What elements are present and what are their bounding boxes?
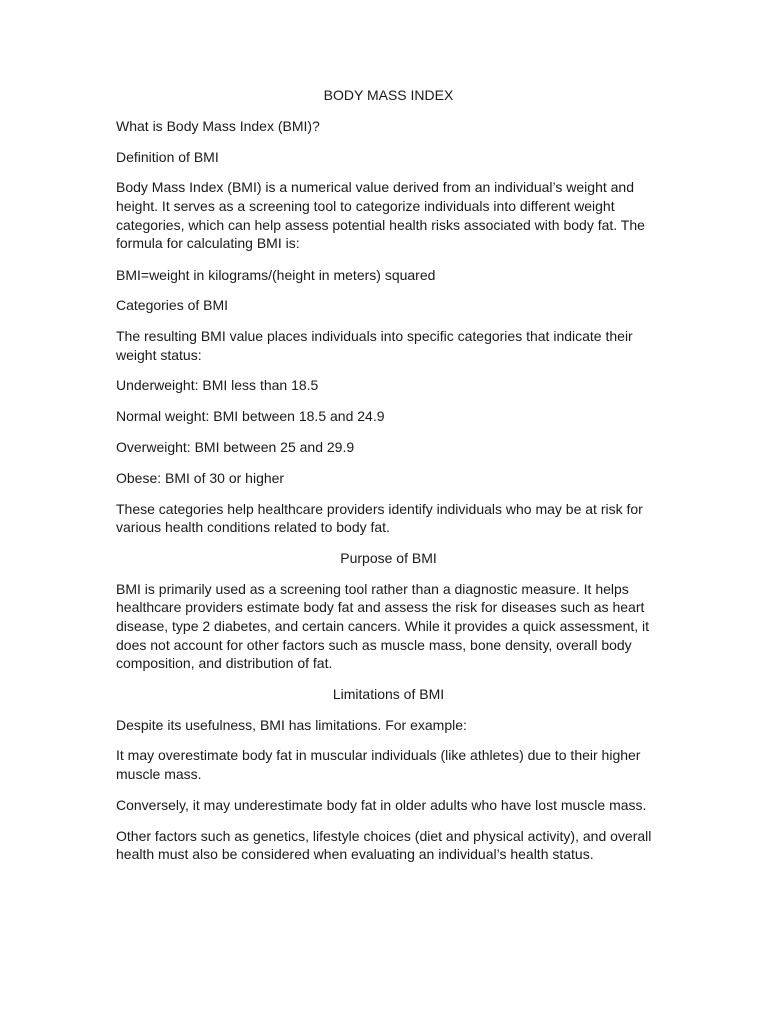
purpose-paragraph: BMI is primarily used as a screening tool rather than a diagnostic measure. It helps healthcare providers estimate body fat and assess the risk for diseases such as heart disease, type 2 diabetes, and certain cancers. While it provides a quick assessment, it does not account for other factors such as muscle mass, bone density, overall body composition, and distribution of fat. [116, 580, 650, 672]
definition-paragraph: Body Mass Index (BMI) is a numerical value derived from an individual’s weight and height. It serves as a screening tool to categorize individuals into different weight categories, which can help assess potential health risks associated with body fat. The formula for calculating BMI is: [116, 179, 645, 252]
category-item-overweight: Overweight: BMI between 25 and 29.9 [116, 439, 355, 456]
document-body [116, 86, 661, 876]
category-item-obese: Obese: BMI of 30 or higher [116, 469, 285, 486]
definition-heading: Definition of BMI [116, 148, 219, 165]
document-title: BODY MASS INDEX [323, 87, 454, 103]
limitations-heading: Limitations of BMI [332, 685, 445, 702]
purpose-heading: Purpose of BMI [340, 549, 437, 566]
categories-note: These categories help healthcare providers identify individuals who may be at risk for various health conditions related to body fat. [116, 500, 643, 536]
category-item-underweight: Underweight: BMI less than 18.5 [116, 377, 319, 394]
bmi-formula: BMI=weight in kilograms/(height in meters) squared [116, 266, 436, 283]
categories-heading: Categories of BMI [116, 297, 229, 314]
category-item-normal: Normal weight: BMI between 18.5 and 24.9 [116, 408, 385, 425]
limitation-item-older-adults: Conversely, it may underestimate body fat in older adults who have lost muscle mass. [116, 796, 647, 813]
limitations-intro: Despite its usefulness, BMI has limitations. For example: [116, 716, 467, 733]
limitation-item-muscular: It may overestimate body fat in muscular individuals (like athletes) due to their higher muscle mass. [116, 747, 641, 783]
intro-question: What is Body Mass Index (BMI)? [116, 117, 320, 134]
categories-intro: The resulting BMI value places individuals into specific categories that indicate their weight status: [116, 328, 633, 363]
limitation-item-other-factors: Other factors such as genetics, lifestyle choices (diet and physical activity), and overall health must also be considered when evaluating an individual’s health status. [116, 827, 652, 863]
